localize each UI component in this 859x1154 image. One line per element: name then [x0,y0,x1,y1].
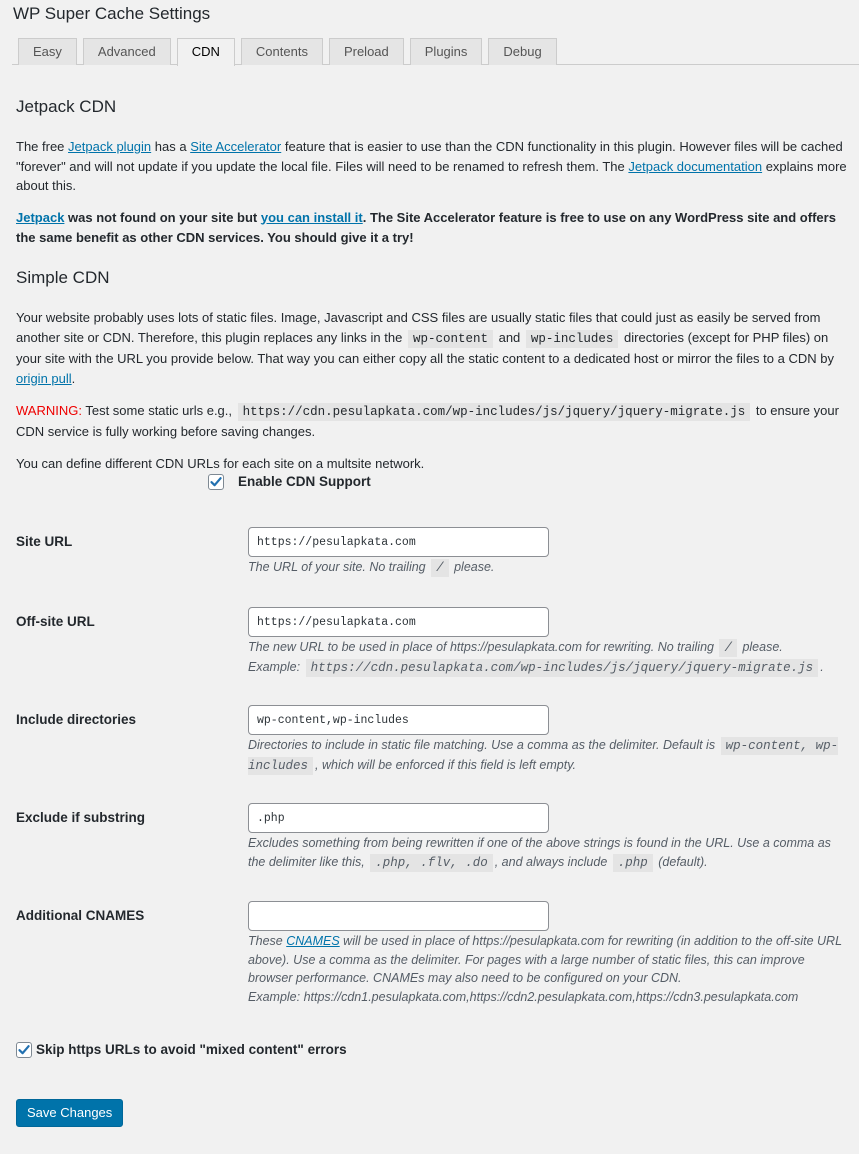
code-wp-includes: wp-includes [526,330,619,348]
site-accelerator-link[interactable]: Site Accelerator [190,139,282,154]
cnames-example: Example: https://cdn1.pesulapkata.com,https://cdn2.pesulapkata.com,https://cdn3.pesulapkata.com [248,989,799,1004]
exclude-substring-input[interactable] [248,803,549,833]
text: . The Site Accelerator feature is free to use on any WordPress site and offers the same benefit as other CDN services. You should give it a try! [16,209,836,245]
offsite-url-description [248,638,848,677]
code-slash: / [719,639,737,657]
text: Test some static urls e.g., [81,402,236,418]
text: will be used in place of https://pesulapkata.com for rewriting (in addition to the off-site URL above). Use a comma as the delimiter. For pages with a large number of static files, this can improve browser performance. CNAMEs may also need to be configured on your CDN. [248,934,842,985]
code-example-url: https://cdn.pesulapkata.com/wp-includes/js/jquery/jquery-migrate.js [306,659,819,677]
warning-label: WARNING: [16,402,82,418]
jetpack-link[interactable]: Jetpack [16,209,65,225]
text: The free [16,139,69,154]
text: feature that is easier to use than the CDN functionality in this plugin. However files will be cached "forever" and will not update if you update the local file. Files will need to be renamed to refresh them. The [16,139,843,174]
text: was not found on your site but [64,209,261,225]
save-changes-button[interactable]: Save Changes [16,1099,123,1127]
text: The URL of your site. No trailing [248,560,430,574]
warning-notice [16,401,852,442]
checkmark-icon [17,1043,31,1057]
origin-pull-link[interactable]: origin pull [16,370,72,386]
jetpack-plugin-link[interactable]: Jetpack plugin [68,139,152,154]
include-dirs-label: Include directories [16,712,137,727]
enable-cdn-row [208,472,371,492]
site-url-description [248,558,848,578]
text: These [248,934,287,948]
jetpack-documentation-link[interactable]: Jetpack documentation [628,158,763,174]
skip-https-label: Skip https URLs to avoid "mixed content" errors [36,1042,347,1057]
site-url-label: Site URL [16,534,73,549]
code-php: .php [613,854,653,872]
tab-plugins[interactable]: Plugins [410,38,483,65]
text: (default). [654,854,708,869]
tab-advanced[interactable]: Advanced [83,38,171,65]
exclude-substring-label: Exclude if substring [16,810,146,825]
jetpack-not-found-notice [16,208,852,248]
jetpack-cdn-heading: Jetpack CDN [16,97,117,116]
code-example-url: https://cdn.pesulapkata.com/wp-includes/js/jquery/jquery-migrate.js [238,403,751,421]
include-dirs-input[interactable] [248,705,549,735]
text: explains more about this. [16,158,847,193]
multisite-note: You can define different CDN URLs for each site on a multsite network. [16,455,425,471]
page-title: WP Super Cache Settings [13,4,211,23]
code-example-extensions: .php, .flv, .do [370,854,493,872]
text: and [494,329,524,345]
skip-https-checkbox[interactable] [16,1042,32,1058]
code-wp-content: wp-content [408,330,493,348]
text: please. [738,640,783,654]
text: , and always include [494,854,611,869]
text: to ensure your CDN service is fully working before saving changes. [16,402,839,439]
tab-cdn[interactable]: CDN [177,38,235,66]
install-jetpack-link[interactable]: you can install it [260,209,363,225]
code-default-dirs: wp-content, wp-includes [248,739,839,773]
jetpack-intro [16,137,852,196]
tab-easy[interactable]: Easy [18,38,77,65]
cnames-link[interactable]: CNAMES [286,934,340,948]
cnames-input[interactable] [248,901,549,931]
include-dirs-description [248,736,846,775]
checkmark-icon [209,475,223,489]
text: Example: [248,659,304,674]
settings-tabs [12,38,859,65]
enable-cdn-label: Enable CDN Support [238,474,371,489]
tab-preload[interactable]: Preload [329,38,404,65]
cdn-content [16,95,852,473]
exclude-substring-description [248,834,848,872]
text: Directories to include in static file matching. Use a comma as the delimiter. Default is [248,738,719,752]
text: , which will be enforced if this field is left empty. [315,757,577,772]
offsite-url-label: Off-site URL [16,614,95,629]
skip-https-row [16,1040,347,1060]
text: The new URL to be used in place of https://pesulapkata.com for rewriting. No trailing [248,640,718,654]
cnames-description [248,932,848,1006]
text: . [71,370,76,386]
enable-cdn-checkbox[interactable] [208,474,224,490]
tab-contents[interactable]: Contents [241,38,323,65]
text: please. [450,560,495,574]
simple-cdn-heading: Simple CDN [16,267,110,287]
text: Your website probably uses lots of static files. Image, Javascript and CSS files are usually static files that could just as easily be served from another site or CDN. Therefore, this plugin replaces any links in the [16,309,821,345]
tab-debug[interactable]: Debug [488,38,556,65]
simple-cdn-intro [16,308,852,389]
offsite-url-input[interactable] [248,607,549,637]
text: has a [151,139,191,154]
text: directories (except for PHP files) on your site with the URL you provide below. That way you can either copy all the static content to a dedicated host or mirror the files to a CDN by [16,329,834,366]
text: Excludes something from being rewritten if one of the above strings is found in the URL. Use a comma as the delimiter like this, [248,836,831,869]
site-url-input[interactable] [248,527,549,557]
code-slash: / [431,559,449,577]
cnames-label: Additional CNAMES [16,908,145,923]
text: . [820,659,824,674]
